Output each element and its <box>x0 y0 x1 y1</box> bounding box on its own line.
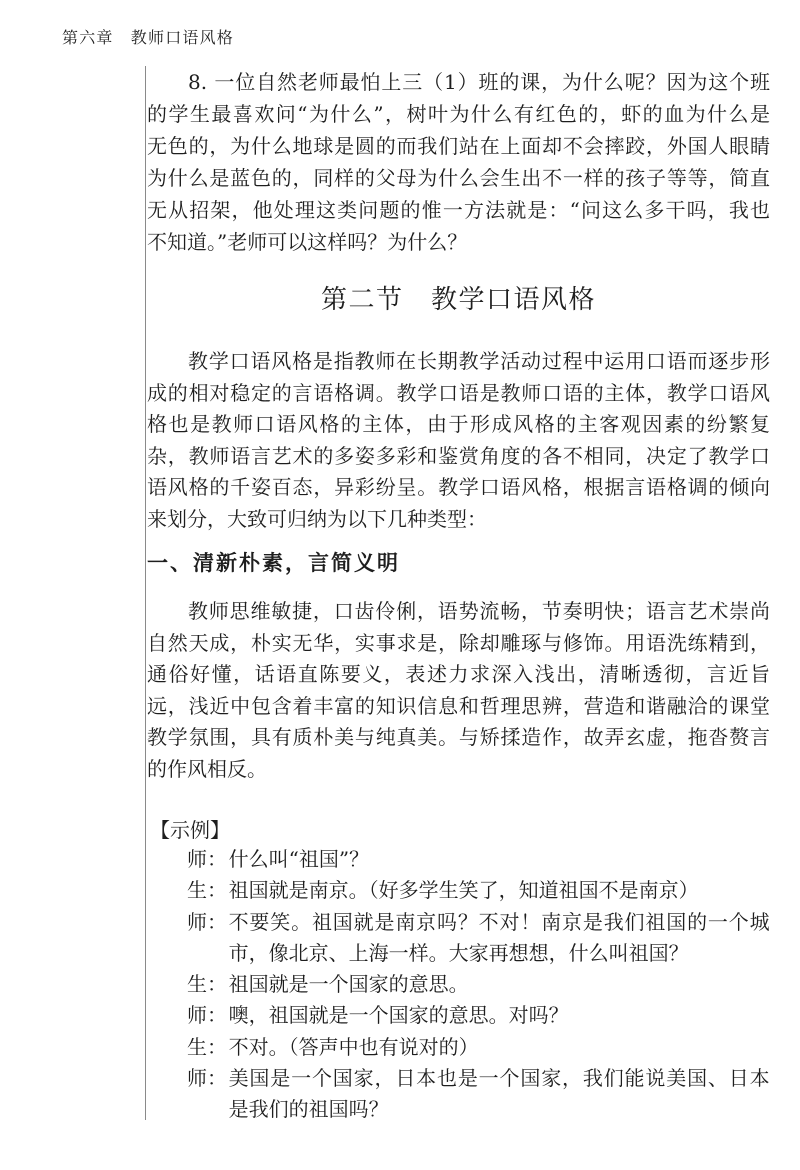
speaker-label: 生： <box>187 972 227 996</box>
dialogue-turn <box>187 875 770 906</box>
dialogue-turn <box>187 844 770 875</box>
paragraph-line: 自然天成，朴实无华，实事求是，除却雕琢与修饰。用语洗练精到， <box>147 630 770 655</box>
dialogue-turn <box>187 1063 770 1126</box>
dialogue-line: 市，像北京、上海一样。大家再想想，什么叫祖国？ <box>228 940 689 965</box>
speaker-label: 师： <box>187 909 227 934</box>
example-label: 【示例】 <box>150 818 230 842</box>
paragraph-line: 杂，教师语言艺术的多姿多彩和鉴赏角度的各不相同，决定了教学口 <box>147 443 770 468</box>
dialogue-turn <box>187 1032 770 1063</box>
intro-paragraph <box>147 346 770 536</box>
speaker-label: 师： <box>187 847 227 871</box>
paragraph-line: 通俗好懂，话语直陈要义，表述力求深入浅出，清晰透彻，言近旨 <box>147 662 770 687</box>
dialogue-line: 不对。（答声中也有说对的） <box>228 1034 479 1059</box>
dialogue-line: 祖国就是一个国家的意思。 <box>228 972 469 996</box>
question-line: 的学生最喜欢问“为什么”，树叶为什么有红色的，虾的血为什么是 <box>147 102 770 126</box>
dialogue-turn <box>187 907 770 970</box>
running-header: 第六章 教师口语风格 <box>62 28 235 47</box>
subsection-heading: 一、清新朴素，言简义明 <box>147 551 400 575</box>
speaker-label: 生： <box>187 878 227 903</box>
dialogue-turn <box>187 1000 770 1031</box>
paragraph-line: 来划分，大致可归纳为以下几种类型： <box>147 506 487 531</box>
paragraph-line: 教学口语风格是指教师在长期教学活动过程中运用口语而逐步形 <box>188 349 770 373</box>
dialogue-line: 噢，祖国就是一个国家的意思。对吗？ <box>228 1003 569 1028</box>
dialogue-line: 美国是一个国家，日本也是一个国家，我们能说美国、日本 <box>228 1065 770 1090</box>
speaker-label: 生： <box>187 1034 227 1059</box>
question-line: 无色的，为什么地球是圆的而我们站在上面却不会摔跤，外国人眼睛 <box>147 134 770 158</box>
paragraph-line: 成的相对稳定的言语格调。教学口语是教师口语的主体，教学口语风 <box>147 380 770 405</box>
dialogue-line: 不要笑。祖国就是南京吗？不对！南京是我们祖国的一个城 <box>228 909 770 934</box>
paragraph-line: 教师思维敏捷，口齿伶俐，语势流畅，节奏明快；语言艺术崇尚 <box>188 599 770 623</box>
dialogue-line: 祖国就是南京。（好多学生笑了，知道祖国不是南京） <box>228 878 699 903</box>
question-line: 不知道。”老师可以这样吗？为什么？ <box>147 230 468 254</box>
question-line: 无从招架，他处理这类问题的惟一方法就是：“问这么多干吗，我也 <box>147 198 770 222</box>
body-paragraph <box>147 596 770 786</box>
question-line: 8. 一位自然老师最怕上三（1）班的课，为什么呢？因为这个班 <box>188 70 770 94</box>
dialogue-line: 是我们的祖国吗？ <box>228 1097 389 1121</box>
paragraph-line: 的作风相反。 <box>147 756 267 781</box>
paragraph-line: 语风格的千姿百态，异彩纷呈。教学口语风格，根据言语格调的倾向 <box>147 475 770 500</box>
paragraph-line: 教学氛围，具有质朴美与纯真美。与矫揉造作，故弄玄虚，拖沓赘言 <box>147 725 770 750</box>
question-line: 为什么是蓝色的，同样的父母为什么会生出不一样的孩子等等，简直 <box>147 166 770 190</box>
margin-rule <box>145 66 146 1120</box>
paragraph-line: 格也是教师口语风格的主体，由于形成风格的主客观因素的纷繁复 <box>147 412 770 437</box>
section-title: 第二节 教学口语风格 <box>320 285 596 315</box>
speaker-label: 师： <box>187 1003 227 1028</box>
paragraph-line: 远，浅近中包含着丰富的知识信息和哲理思辨，营造和谐融洽的课堂 <box>147 693 770 718</box>
exercise-question <box>147 66 770 258</box>
dialogue-turn <box>187 969 770 1000</box>
dialogue-line: 什么叫“祖国”？ <box>228 847 370 871</box>
speaker-label: 师： <box>187 1065 227 1090</box>
example-dialogue <box>187 844 770 1125</box>
